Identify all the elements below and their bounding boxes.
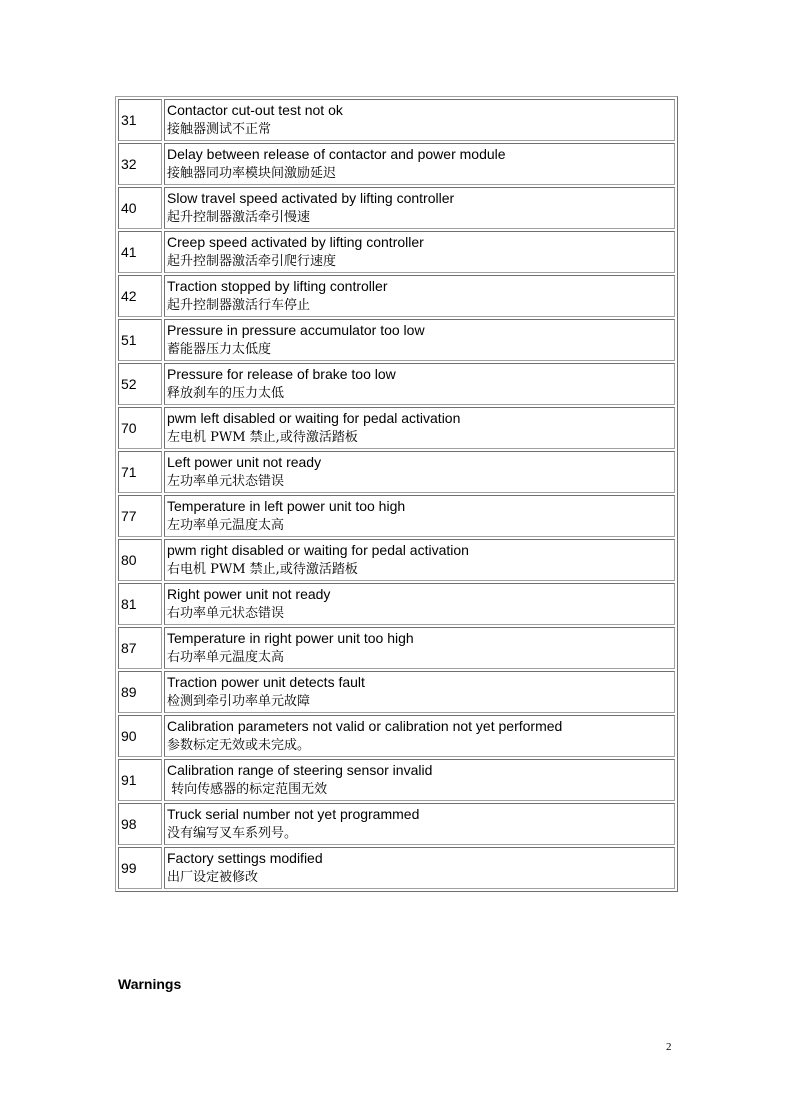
description-english: Calibration parameters not valid or calibration not yet performed: [167, 718, 563, 734]
error-description-cell: [164, 759, 675, 801]
error-code-cell: 80: [118, 539, 162, 581]
error-code-cell: 41: [118, 231, 162, 273]
description-english: Contactor cut-out test not ok: [167, 102, 343, 118]
error-description-cell: [164, 451, 675, 493]
table-row: [118, 803, 675, 845]
table-row: [118, 847, 675, 889]
description-english: Calibration range of steering sensor invalid: [167, 762, 433, 778]
error-description-cell: [164, 627, 675, 669]
description-chinese: 起升控制器激活牵引爬行速度: [167, 254, 337, 269]
description-english: Traction stopped by lifting controller: [167, 278, 388, 294]
error-description-cell: [164, 231, 675, 273]
table-row: [118, 759, 675, 801]
error-code-table: [115, 96, 678, 892]
description-english: Creep speed activated by lifting controller: [167, 234, 424, 250]
table-row: [118, 231, 675, 273]
description-english: Left power unit not ready: [167, 454, 322, 470]
description-chinese: 起升控制器激活行车停止: [167, 298, 311, 313]
error-code-cell: 40: [118, 187, 162, 229]
section-heading-warnings: Warnings: [118, 976, 182, 992]
description-english: Truck serial number not yet programmed: [167, 806, 420, 822]
table-row: [118, 407, 675, 449]
table-row: [118, 99, 675, 141]
error-description-cell: [164, 539, 675, 581]
description-english: Slow travel speed activated by lifting controller: [167, 190, 455, 206]
description-chinese: 释放刹车的压力太低: [167, 386, 285, 401]
error-code-cell: 70: [118, 407, 162, 449]
description-chinese: 右功率单元状态错误: [167, 606, 285, 621]
description-chinese: 接触器同功率模块间激励延迟: [167, 166, 337, 181]
description-chinese: 左功率单元状态错误: [167, 474, 285, 489]
error-description-cell: [164, 847, 675, 889]
error-code-cell: 32: [118, 143, 162, 185]
error-description-cell: [164, 275, 675, 317]
table-row: [118, 539, 675, 581]
description-chinese: 蓄能器压力太低度: [167, 342, 272, 357]
error-description-cell: [164, 715, 675, 757]
error-description-cell: [164, 99, 675, 141]
error-description-cell: [164, 583, 675, 625]
description-chinese: 起升控制器激活牵引慢速: [167, 210, 311, 225]
description-english: Pressure in pressure accumulator too low: [167, 322, 425, 338]
description-chinese: 没有编写叉车系列号。: [167, 826, 298, 841]
description-english: Right power unit not ready: [167, 586, 331, 602]
table-row: [118, 363, 675, 405]
description-chinese: 出厂设定被修改: [167, 870, 259, 885]
description-chinese: 参数标定无效或未完成。: [167, 738, 311, 753]
description-english: pwm left disabled or waiting for pedal activation: [167, 410, 461, 426]
table-row: [118, 715, 675, 757]
description-chinese: 左电机 PWM 禁止,或待激活踏板: [167, 430, 358, 445]
description-english: Temperature in right power unit too high: [167, 630, 414, 646]
description-chinese: 转向传感器的标定范围无效: [167, 782, 328, 797]
error-description-cell: [164, 407, 675, 449]
error-description-cell: [164, 363, 675, 405]
error-code-cell: 91: [118, 759, 162, 801]
error-code-cell: 77: [118, 495, 162, 537]
error-description-cell: [164, 671, 675, 713]
description-english: Pressure for release of brake too low: [167, 366, 396, 382]
table-row: [118, 319, 675, 361]
error-code-cell: 99: [118, 847, 162, 889]
description-chinese: 接触器测试不正常: [167, 122, 272, 137]
error-code-cell: 98: [118, 803, 162, 845]
table-row: [118, 627, 675, 669]
description-chinese: 检测到牵引功率单元故障: [167, 694, 311, 709]
description-chinese: 右功率单元温度太高: [167, 650, 285, 665]
error-code-cell: 89: [118, 671, 162, 713]
error-code-cell: 42: [118, 275, 162, 317]
table-row: [118, 451, 675, 493]
description-chinese: 右电机 PWM 禁止,或待激活踏板: [167, 562, 358, 577]
error-code-cell: 90: [118, 715, 162, 757]
error-code-cell: 52: [118, 363, 162, 405]
error-code-cell: 87: [118, 627, 162, 669]
description-english: Delay between release of contactor and power module: [167, 146, 506, 162]
table-row: [118, 187, 675, 229]
table-row: [118, 143, 675, 185]
error-description-cell: [164, 143, 675, 185]
table-row: [118, 275, 675, 317]
table-row: [118, 495, 675, 537]
error-code-cell: 71: [118, 451, 162, 493]
description-english: Traction power unit detects fault: [167, 674, 365, 690]
table-row: [118, 583, 675, 625]
page-number: 2: [666, 1041, 672, 1053]
error-code-cell: 51: [118, 319, 162, 361]
error-description-cell: [164, 187, 675, 229]
error-code-cell: 31: [118, 99, 162, 141]
table-row: [118, 671, 675, 713]
error-code-table-body: [118, 99, 675, 889]
error-description-cell: [164, 495, 675, 537]
description-chinese: 左功率单元温度太高: [167, 518, 285, 533]
description-english: Factory settings modified: [167, 850, 323, 866]
description-english: pwm right disabled or waiting for pedal activation: [167, 542, 469, 558]
error-description-cell: [164, 803, 675, 845]
error-code-cell: 81: [118, 583, 162, 625]
description-english: Temperature in left power unit too high: [167, 498, 406, 514]
error-description-cell: [164, 319, 675, 361]
